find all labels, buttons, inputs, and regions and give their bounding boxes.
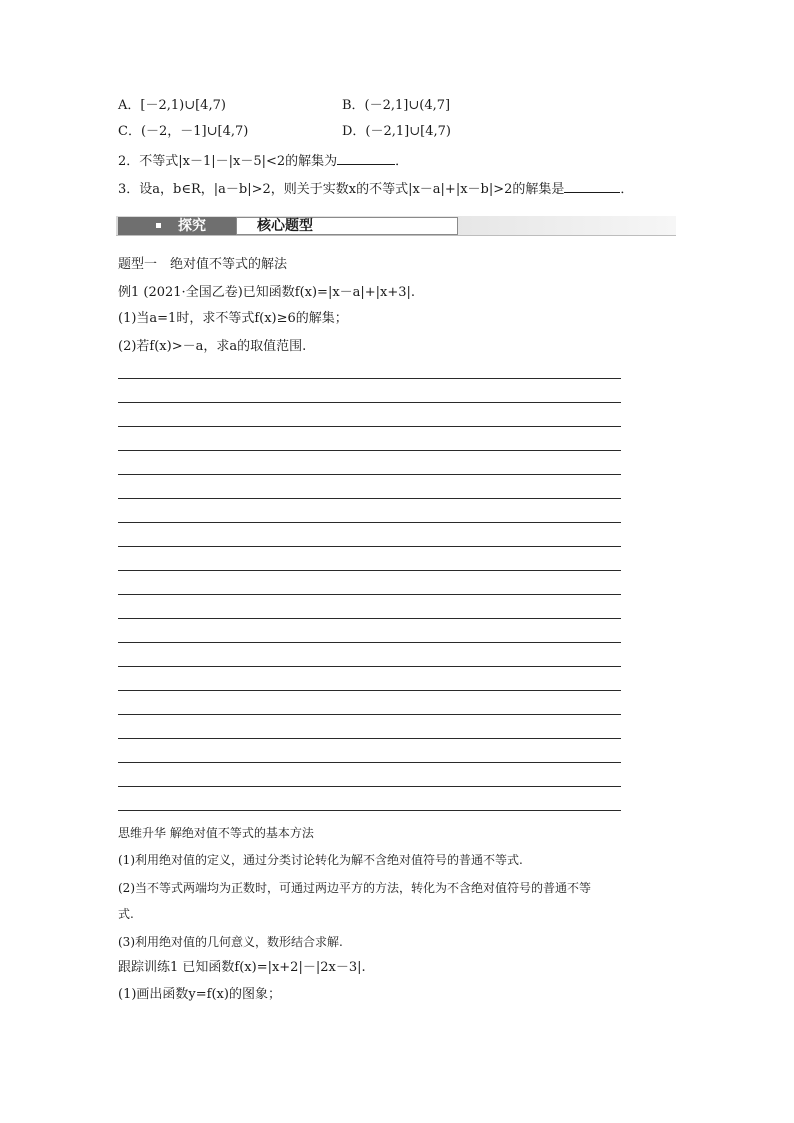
thinking-item: (2)当不等式两端均为正数时，可通过两边平方的方法，转化为不含绝对值符号的普通不等 [118, 881, 592, 895]
question-3-text: 3．设a，b∈R，|a－b|>2，则关于实数x的不等式|x－a|+|x－b|>2的解集是 [118, 182, 565, 197]
writing-line [118, 450, 621, 451]
writing-line [118, 594, 621, 595]
section-banner [116, 216, 676, 236]
writing-line [118, 666, 621, 667]
question-2-end: ． [395, 154, 409, 169]
practice-intro: 跟踪训练1 已知函数f(x)=|x+2|－|2x－3|. [118, 960, 366, 975]
writing-line [118, 714, 621, 715]
banner-label-explore: 探究 [178, 218, 206, 234]
banner-label-core-types: 核心题型 [257, 218, 313, 234]
option-c: C．(－2，－1]∪[4,7) [118, 124, 249, 139]
writing-line [118, 738, 621, 739]
question-3 [118, 180, 633, 198]
thinking-item: 式. [118, 907, 134, 921]
answer-blank [564, 180, 620, 193]
writing-line [118, 786, 621, 787]
question-3-end: ． [620, 182, 634, 197]
writing-line [118, 402, 621, 403]
square-bullet-icon [156, 223, 161, 228]
example-intro: 例1 (2021·全国乙卷)已知函数f(x)=|x－a|+|x+3|. [118, 285, 416, 300]
writing-line [118, 642, 621, 643]
writing-line [118, 426, 621, 427]
writing-line [118, 474, 621, 475]
writing-line [118, 498, 621, 499]
option-b: B．(－2,1]∪(4,7] [342, 98, 451, 113]
answer-blank [337, 152, 395, 165]
writing-line [118, 378, 621, 379]
writing-line [118, 690, 621, 691]
thinking-item: (1)利用绝对值的定义，通过分类讨论转化为解不含绝对值符号的普通不等式. [118, 853, 523, 867]
thinking-item: (3)利用绝对值的几何意义，数形结合求解. [118, 935, 343, 949]
writing-line [118, 570, 621, 571]
question-2 [118, 152, 408, 170]
option-a: A．[－2,1)∪[4,7) [118, 98, 226, 113]
writing-line [118, 522, 621, 523]
option-d: D．(－2,1]∪[4,7) [342, 124, 451, 139]
example-part-1: (1)当a=1时，求不等式f(x)≥6的解集； [118, 311, 348, 326]
writing-line [118, 762, 621, 763]
writing-line [118, 618, 621, 619]
section-title: 题型一 绝对值不等式的解法 [118, 257, 288, 272]
question-2-text: 2．不等式|x－1|－|x－5|<2的解集为 [118, 154, 338, 169]
example-part-2: (2)若f(x)>－a，求a的取值范围. [118, 339, 307, 354]
writing-line [118, 546, 621, 547]
practice-part-1: (1)画出函数y=f(x)的图象； [118, 987, 281, 1002]
writing-line [118, 810, 621, 811]
thinking-title: 思维升华 解绝对值不等式的基本方法 [118, 826, 314, 840]
